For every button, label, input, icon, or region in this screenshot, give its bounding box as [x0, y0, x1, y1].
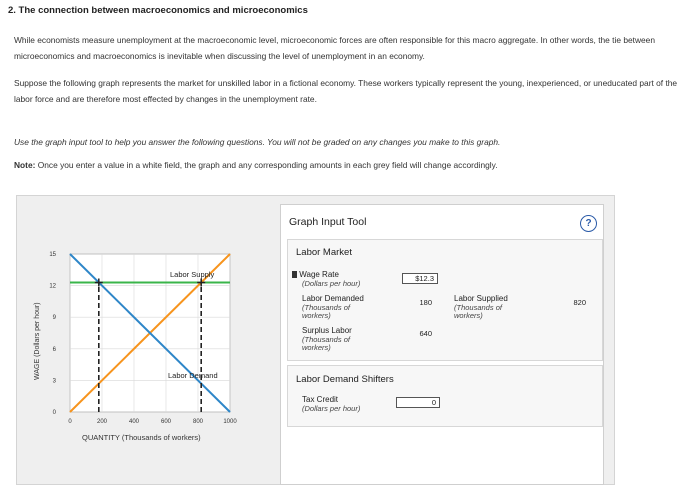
x-tick-label: 1000 [223, 419, 237, 425]
note-text [14, 157, 684, 173]
wage-rate-label: Wage Rate (Dollars per hour) [292, 271, 360, 288]
tax-credit-label: Tax Credit (Dollars per hour) [302, 395, 361, 413]
labor-market-box [287, 239, 603, 361]
y-tick-label: 3 [52, 378, 56, 385]
y-tick-label: 6 [52, 346, 56, 353]
labor-demand-shifters-box [287, 365, 603, 427]
x-tick-label: 800 [192, 419, 204, 425]
labor-demand-label: Labor Demand [168, 371, 218, 380]
page-title: 2. The connection between macroeconomics and microeconomics [8, 5, 308, 16]
note-body: Once you enter a value in a white field, the graph and any corresponding amounts in each grey field will change accordingly. [37, 160, 498, 170]
instruction-text: Use the graph input tool to help you answer the following questions. You will not be graded on any changes you make to this graph. [14, 137, 501, 147]
note-label: Note: [14, 160, 36, 170]
tool-title: Graph Input Tool [289, 216, 367, 228]
context-paragraph: Suppose the following graph represents the market for unskilled labor in a fictional economy. These workers typically represent the young, inexperienced, or uneducated part of the labor force and are therefore most effected by changes in the unemployment rate. [14, 78, 678, 104]
y-tick-label: 15 [49, 252, 56, 258]
intro-paragraph: While economists measure unemployment at the macroeconomic level, microeconomic forces are often responsible for this macro aggregate. In other words, the tie between microeconomics and macroeconomics is inevitable when discussing the level of unemployment in an economy. [14, 35, 655, 61]
wage-square-icon [292, 271, 297, 278]
labor-demanded-value: 180 [419, 298, 432, 307]
labor-supplied-value: 820 [573, 298, 586, 307]
labor-demanded-label: Labor Demanded (Thousands of workers) [302, 294, 364, 320]
y-tick-label: 9 [52, 315, 56, 322]
y-tick-label: 0 [52, 410, 56, 416]
x-axis-label: QUANTITY (Thousands of workers) [82, 433, 201, 442]
x-tick-label: 0 [68, 419, 72, 425]
y-axis-label: WAGE (Dollars per hour) [34, 302, 41, 380]
tax-credit-input[interactable]: 0 [396, 397, 440, 408]
y-tick-label: 12 [49, 283, 56, 290]
surplus-labor-label: Surplus Labor (Thousands of workers) [302, 326, 352, 352]
labor-market-heading: Labor Market [296, 247, 352, 258]
surplus-labor-value: 640 [419, 329, 432, 338]
x-tick-label: 200 [96, 419, 108, 425]
labor-supplied-label: Labor Supplied (Thousands of workers) [454, 294, 508, 320]
labor-supply-label: Labor Supply [170, 270, 215, 279]
shifters-heading: Labor Demand Shifters [296, 374, 394, 385]
wage-rate-input[interactable]: $12.3 [402, 273, 438, 284]
labor-market-chart[interactable] [30, 240, 250, 455]
x-tick-label: 400 [128, 419, 140, 425]
x-tick-label: 600 [160, 419, 172, 425]
graph-input-tool [280, 204, 604, 485]
help-icon[interactable]: ? [580, 215, 597, 232]
